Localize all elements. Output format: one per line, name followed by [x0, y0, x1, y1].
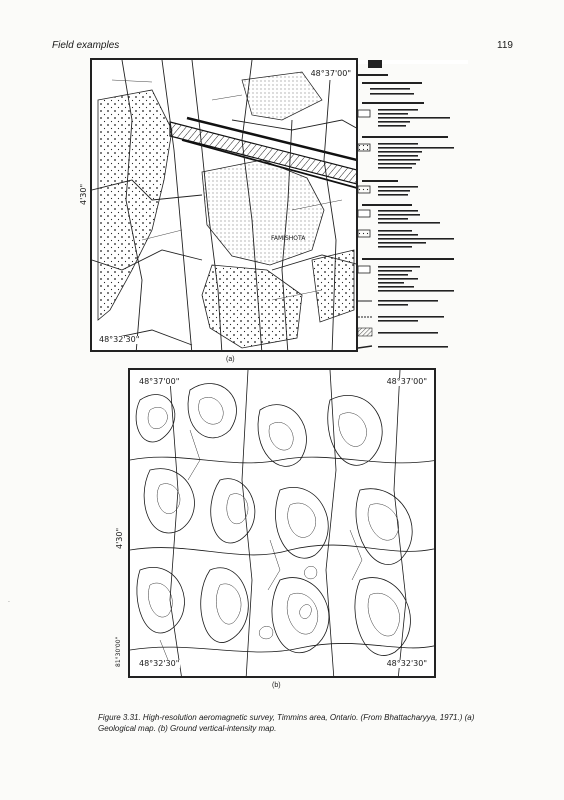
place-label: FAMISHOTA — [271, 235, 306, 242]
coord-left-bottom-b: 81°30'00" — [115, 636, 122, 667]
scan-mark: ˙ — [8, 600, 11, 609]
coord-bottom-left: 48°32'30" — [99, 335, 140, 344]
coord-side-b: 4'30" — [115, 527, 124, 549]
page-number: 119 — [497, 40, 513, 51]
coord-side-a: 4'30" — [79, 183, 88, 205]
panel-label-b: (b) — [272, 682, 281, 689]
coord-top-right: 48°37'00" — [310, 69, 351, 78]
panel-label-a: (a) — [226, 356, 235, 363]
figure-caption: Figure 3.31. High-resolution aeromagnetic survey, Timmins area, Ontario. (From Bhattacharyya, 1971.) (a) Geological map. (b) Ground vertical-intensity map. — [98, 713, 475, 733]
coord-top-right-b: 48°37'00" — [386, 377, 427, 386]
geological-map — [90, 58, 358, 352]
coord-bottom-right-b: 48°32'30" — [386, 659, 427, 668]
chapter-title: Field examples — [52, 40, 120, 51]
geological-map-drawing — [92, 60, 358, 352]
contour-drawing — [130, 370, 436, 678]
coord-bottom-left-b: 48°32'30" — [139, 659, 180, 668]
coord-top-left: 48°37'00" — [139, 377, 180, 386]
vertical-intensity-map — [128, 368, 436, 678]
map-legend — [358, 60, 468, 370]
legend-drawing — [358, 60, 468, 370]
